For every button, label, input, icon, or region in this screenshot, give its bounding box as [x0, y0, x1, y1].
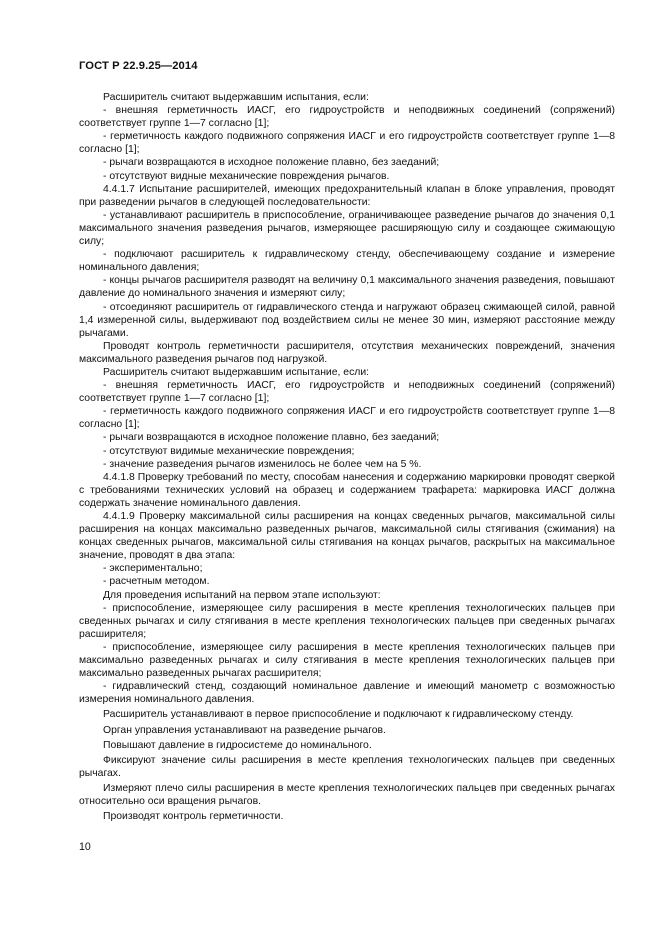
- paragraph: Производят контроль герметичности.: [103, 811, 284, 823]
- paragraph: Измеряют плечо силы расширения в месте крепления технологических пальцев при сведенных рычагах относительно оси вращения рычагов.: [79, 782, 615, 807]
- paragraph: - устанавливают расширитель в приспособление, ограничивающее разведение рычагов до значения 0,1 максимального значения разведения рычагов, измеряющее расширяющую силу и создающее сжимающую силу;: [79, 209, 615, 248]
- paragraph: - внешняя герметичность ИАСГ, его гидроустройств и неподвижных соединений (сопряжений) соответствует группе 1—7 согласно [1];: [79, 105, 615, 130]
- paragraph: - подключают расширитель к гидравлическому стенду, обеспечивающему создание и измерение номинального давления;: [79, 249, 615, 274]
- paragraph: 4.4.1.7 Испытание расширителей, имеющих предохранительный клапан в блоке управления, проводят при разведении рычагов в следующей последовательности:: [79, 183, 615, 208]
- paragraph: Для проведения испытаний на первом этапе используют:: [103, 589, 381, 601]
- paragraph: Расширитель считают выдержавшим испытание, если:: [103, 366, 370, 378]
- paragraph: - отсоединяют расширитель от гидравлического стенда и нагружают образец сжимающей силой, равной 1,4 измеренной силы, выдерживают под воздействием силы не менее 30 мин, измеряют расстояние между рычагами.: [79, 301, 615, 339]
- paragraph: 4.4.1.9 Проверку максимальной силы расширения на концах сведенных рычагов, максимальной силы расширения на концах максимально разведенных рычагов, максимальной силы стягивания (сжимания) на концах сведенных рычагов, максимальной силы стягивания на концах рычагов, раскрытых на максимальное значение, проводят в два этапа:: [79, 511, 615, 562]
- paragraph: Расширитель устанавливают в первое приспособление и подключают к гидравлическому стенду.: [103, 709, 574, 721]
- paragraph: Проводят контроль герметичности расширителя, отсутствия механических повреждений, значения максимального разведения рычагов под нагрузкой.: [79, 340, 615, 365]
- paragraph: - приспособление, измеряющее силу расширения в месте крепления технологических пальцев при сведенных рычагах и силу стягивания в месте крепления технологических пальцев при сведенных рычагах расширителя;: [79, 602, 615, 640]
- paragraph: Расширитель считают выдержавшим испытания, если:: [103, 92, 369, 103]
- page-number: 10: [79, 841, 91, 853]
- paragraph: - расчетным методом.: [103, 576, 210, 588]
- paragraph: - гидравлический стенд, создающий номинальное давление и имеющий манометр с возможностью измерения номинального давления.: [79, 681, 615, 706]
- paragraph: - рычаги возвращаются в исходное положение плавно, без заеданий;: [103, 157, 440, 169]
- paragraph: - приспособление, измеряющее силу расширения в месте крепления технологических пальцев при максимально разведенных рычагах и силу стягивания в месте крепления технологических пальцев при максимально разведенных рычагах расширителя;: [79, 641, 615, 680]
- document-body: [79, 91, 615, 823]
- paragraph: Повышают давление в гидросистеме до номинального.: [103, 739, 372, 751]
- paragraph: - рычаги возвращаются в исходное положение плавно, без заеданий;: [103, 432, 440, 444]
- paragraph: - экспериментально;: [103, 563, 203, 575]
- paragraph: - концы рычагов расширителя разводят на величину 0,1 максимального значения разведения, повышают давление до номинального значения и измеряют силу;: [79, 275, 615, 300]
- paragraph: - отсутствуют видные механические повреждения рычагов.: [103, 170, 390, 182]
- document-header: ГОСТ Р 22.9.25—2014: [79, 60, 198, 72]
- paragraph: Фиксируют значение силы расширения в месте крепления технологических пальцев при сведенных рычагах.: [79, 754, 615, 779]
- paragraph: - герметичность каждого подвижного сопряжения ИАСГ и его гидроустройств соответствует группе 1—8 согласно [1];: [79, 131, 615, 156]
- paragraph: - герметичность каждого подвижного сопряжения ИАСГ и его гидроустройств соответствует группе 1—8 согласно [1];: [79, 406, 615, 431]
- paragraph: - внешняя герметичность ИАСГ, его гидроустройств и неподвижных соединений (сопряжений) соответствует группе 1—7 согласно [1];: [79, 380, 615, 405]
- paragraph: - отсутствуют видимые механические повреждения;: [103, 445, 355, 457]
- paragraph: - значение разведения рычагов изменилось не более чем на 5 %.: [103, 458, 422, 470]
- paragraph: Орган управления устанавливают на разведение рычагов.: [103, 724, 386, 736]
- paragraph: 4.4.1.8 Проверку требований по месту, способам нанесения и содержанию маркировки проводят сверкой с требованиями технических условий на образец и содержанием трафарета: маркировка ИАСГ должна содержать значение номинального давления.: [79, 471, 615, 509]
